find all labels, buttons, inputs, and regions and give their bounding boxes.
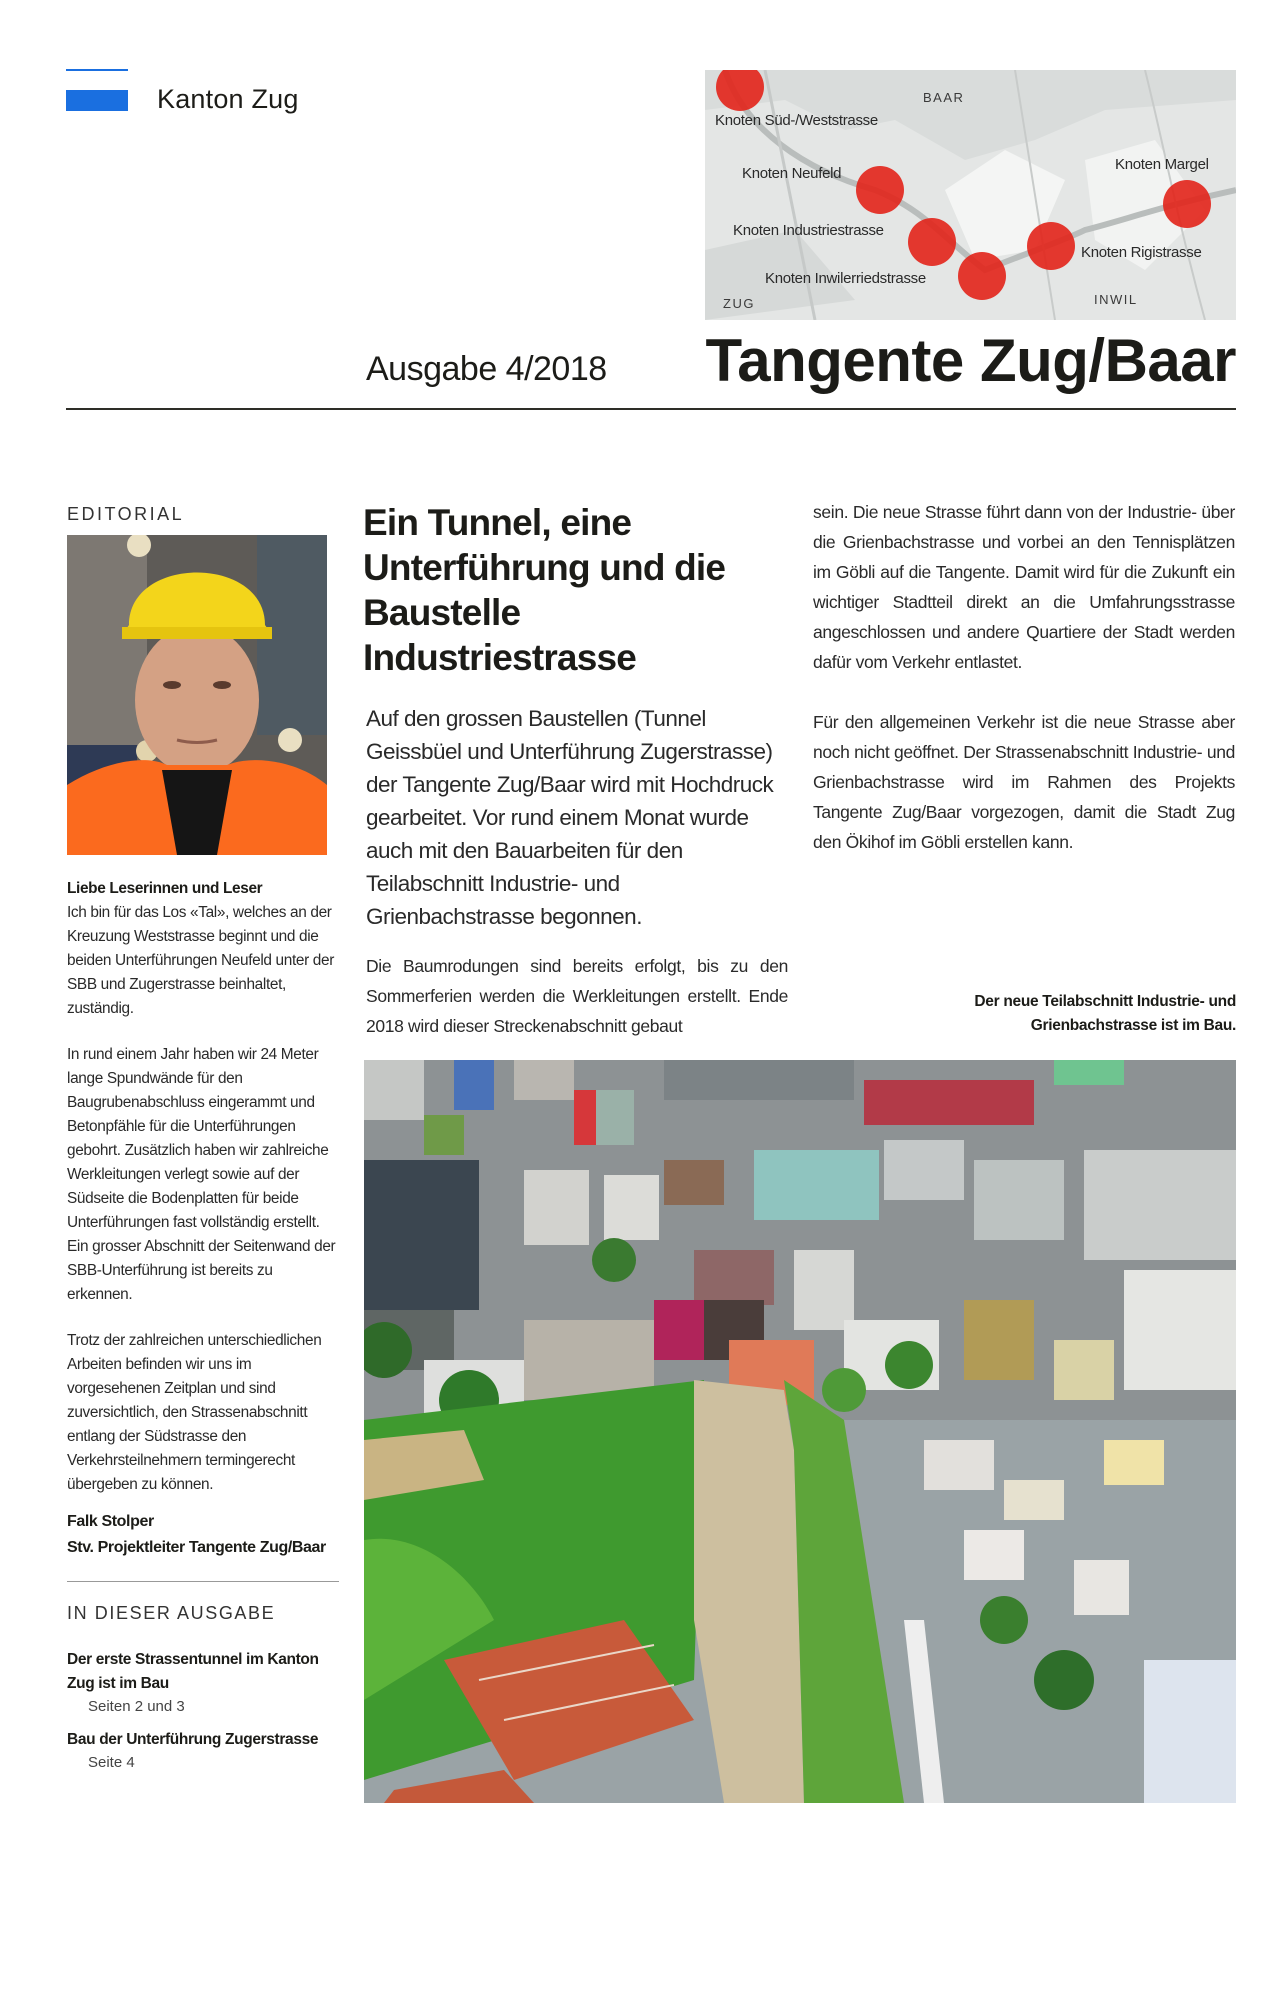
- map-label-margel: Knoten Margel: [1115, 156, 1209, 173]
- author-role: Stv. Projektleiter Tangente Zug/Baar: [67, 1539, 326, 1556]
- sidebar-divider: [67, 1581, 339, 1582]
- article-body-col3: [813, 497, 1235, 887]
- article-paragraph: sein. Die neue Strasse führt dann von der Industrie- über die Grienbachstrasse und vorbei an den Tennisplätzen im Göbli auf die Tangente. Damit wird für die Zukunft ein wichtiger Stadtteil direkt an die Umfahrungsstrasse angeschlossen und andere Quartiere der Stadt werden dafür vom Verkehr entlastet.: [813, 502, 1235, 672]
- issue-number: Ausgabe 4/2018: [366, 350, 607, 388]
- editorial-paragraph: Ich bin für das Los «Tal», welches an der Kreuzung Weststrasse beginnt und die beiden Unterführungen Neufeld unter der SBB und Zugerstrasse beinhaltet, zuständig.: [67, 904, 334, 1017]
- editorial-greeting: Liebe Leserinnen und Leser: [67, 880, 263, 897]
- editorial-signature: [67, 1509, 357, 1561]
- newsletter-title: Tangente Zug/Baar: [705, 327, 1236, 394]
- toc-item-pages: Seiten 2 und 3: [88, 1698, 185, 1715]
- toc-item-pages: Seite 4: [88, 1754, 135, 1771]
- map-label-industrie: Knoten Industriestrasse: [733, 222, 884, 239]
- article-column: [363, 500, 788, 1041]
- logo-text: Kanton Zug: [157, 84, 299, 114]
- aerial-illustration: [364, 1060, 1236, 1803]
- article-headline: Ein Tunnel, eine Unterführung und die Baustelle Industriestrasse: [363, 502, 726, 678]
- toc-item-title: Bau der Unterführung Zugerstrasse: [67, 1731, 319, 1748]
- logo-line: [66, 69, 128, 71]
- article-paragraph: Für den allgemeinen Verkehr ist die neue Strasse aber noch nicht geöffnet. Der Strassenabschnitt Industrie- und Grienbachstrasse wird im Rahmen des Projekts Tangente Zug/Baar vorgezogen, damit die Stadt Zug den Ökihof im Göbli erstellen kann.: [813, 712, 1235, 852]
- table-of-contents: [67, 1648, 339, 1774]
- toc-heading: IN DIESER AUSGABE: [67, 1603, 276, 1623]
- map-label-sued-west: Knoten Süd-/Weststrasse: [715, 112, 878, 129]
- article-lead: Auf den grossen Baustellen (Tunnel Geissbüel und Unterführung Zugerstrasse) der Tangente Zug/Baar wird mit Hochdruck gearbeitet. Vor rund einem Monat wurde auch mit den Bauarbeiten für den Teilabschnitt Industrie- und Grienbachstrasse begonnen.: [366, 706, 774, 929]
- toc-item-title: Der erste Strassentunnel im Kanton Zug ist im Bau: [67, 1651, 319, 1692]
- editorial-paragraph: Trotz der zahlreichen unterschiedlichen Arbeiten befinden wir uns im vorgesehenen Zeitplan und sind zuversichtlich, den Strassenabschnitt entlang der Südstrasse den Verkehrsteilnehmern termingerecht übergeben zu können.: [67, 1332, 322, 1493]
- portrait-illustration: [67, 535, 327, 855]
- aerial-photo: [364, 1060, 1236, 1803]
- photo-caption: Der neue Teilabschnitt Industrie- und Grienbachstrasse ist im Bau.: [974, 993, 1236, 1034]
- toc-item[interactable]: [67, 1648, 339, 1718]
- map-place-baar: BAAR: [923, 90, 965, 105]
- map-label-rigi: Knoten Rigistrasse: [1081, 244, 1202, 261]
- map-place-zug: ZUG: [723, 296, 755, 311]
- editorial-body: [67, 877, 339, 1497]
- editorial-paragraph: In rund einem Jahr haben wir 24 Meter lange Spundwände für den Baugrubenabschluss eingerammt und Betonpfähle für die Unterführungen gebohrt. Zusätzlich haben wir zahlreiche Werkleitungen verlegt sowie auf der Südseite die Bodenplatten für beide Unterführungen fast vollständig erstellt. Ein grosser Abschnitt der Seitenwand der SBB-Unterführung ist bereits zu erkennen.: [67, 1046, 336, 1303]
- project-map: [705, 70, 1236, 320]
- map-label-neufeld: Knoten Neufeld: [742, 165, 842, 182]
- node-marker-rigi: [1027, 222, 1075, 270]
- editorial-column: [67, 503, 339, 1784]
- node-marker-margel: [1163, 180, 1211, 228]
- author-name: Falk Stolper: [67, 1513, 154, 1530]
- editorial-portrait: [67, 535, 327, 855]
- node-marker-neufeld: [856, 166, 904, 214]
- masthead-rule: [66, 408, 1236, 410]
- toc-item[interactable]: [67, 1728, 339, 1774]
- node-marker-inwilerried: [958, 252, 1006, 300]
- map-place-inwil: INWIL: [1094, 292, 1138, 307]
- node-marker-industrie: [908, 218, 956, 266]
- article-body-col2: Die Baumrodungen sind bereits erfolgt, bis zu den Sommerferien werden die Werkleitungen erstellt. Ende 2018 wird dieser Streckenabschnitt gebaut: [366, 956, 788, 1036]
- logo-block: [66, 90, 128, 111]
- editorial-kicker: EDITORIAL: [67, 504, 185, 524]
- map-label-inwilerried: Knoten Inwilerriedstrasse: [765, 270, 926, 287]
